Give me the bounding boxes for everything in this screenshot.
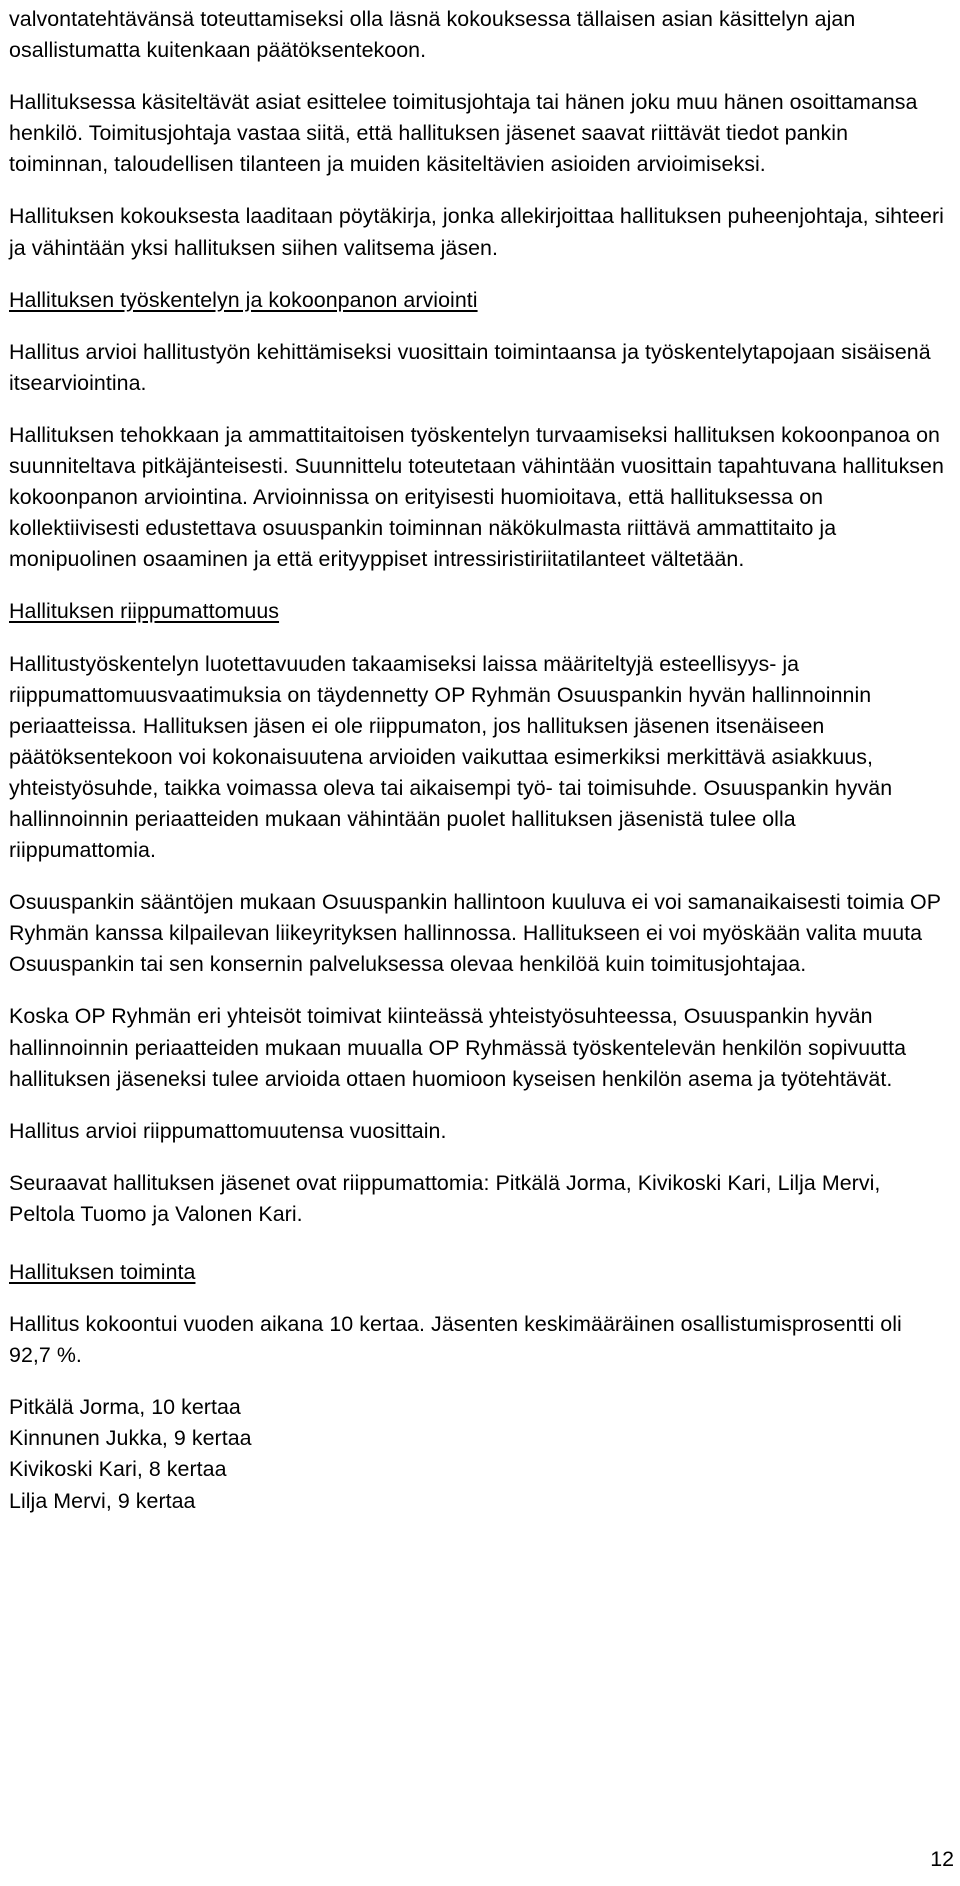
- paragraph-statutes: Osuuspankin sääntöjen mukaan Osuuspankin hallintoon kuuluva ei voi samanaikaisesti toimia OP Ryhmän kanssa kilpailevan liikeyrityksen hallinnossa. Hallitukseen ei voi myöskään valita muuta Osuuspankin tai sen konsernin palveluksessa olevaa henkilöä kuin toimitusjohtajaa.: [9, 890, 941, 977]
- paragraph-independent-members: Seuraavat hallituksen jäsenet ovat riippumattomia: Pitkälä Jorma, Kivikoski Kari, Lilja Mervi, Peltola Tuomo ja Valonen Kari.: [9, 1170, 881, 1226]
- attendance-item: Kivikoski Kari, 8 kertaa: [9, 1457, 227, 1482]
- paragraph-independence-requirements: Hallitustyöskentelyn luotettavuuden takaamiseksi laissa määriteltyjä esteellisyys- ja riippumattomuusvaatimuksia on täydennetty OP Ryhmän Osuuspankin hyvän hallinnoinnin periaatteissa. Hallituksen jäsen ei ole riippumaton, jos hallituksen jäsenen itsenäiseen päätöksentekoon voi kokonaisuutena arvioiden vaikuttaa esimerkiksi merkittävä asiakkuus, yhteistyösuhde, taikka voimassa oleva tai aikaisempi työ- tai toimisuhde. Osuuspankin hyvän hallinnoinnin periaatteiden mukaan vähintään puolet hallituksen jäsenistä tulee olla riippumattomia.: [9, 651, 893, 863]
- paragraph-meetings: Hallitus kokoontui vuoden aikana 10 kertaa. Jäsenten keskimääräinen osallistumisprosentti oli 92,7 %.: [9, 1312, 902, 1368]
- paragraph-group-cooperation: Koska OP Ryhmän eri yhteisöt toimivat kiinteässä yhteistyösuhteessa, Osuuspankin hyvän hallinnoinnin periaatteiden mukaan muualla OP Ryhmässä työskentelevän henkilön sopivuutta hallituksen jäseneksi tulee arvioida ottaen huomioon kyseisen henkilön asema ja työtehtävät.: [9, 1004, 907, 1091]
- attendance-item: Kinnunen Jukka, 9 kertaa: [9, 1426, 252, 1451]
- paragraph-supervision: valvontatehtävänsä toteuttamiseksi olla läsnä kokouksessa tällaisen asian käsittelyn ajan osallistumatta kuitenkaan päätöksentekoon.: [9, 7, 856, 63]
- heading-independence: Hallituksen riippumattomuus: [9, 599, 280, 624]
- heading-evaluation: Hallituksen työskentelyn ja kokoonpanon arviointi: [9, 287, 478, 312]
- paragraph-annual-assessment: Hallitus arvioi riippumattomuutensa vuosittain.: [9, 1118, 447, 1143]
- paragraph-self-assessment: Hallitus arvioi hallitustyön kehittämiseksi vuosittain toimintaansa ja työskentelytapojaan sisäisenä itsearviointina.: [9, 339, 931, 395]
- paragraph-presentation: Hallituksessa käsiteltävät asiat esittelee toimitusjohtaja tai hänen joku muu hänen osoittamansa henkilö. Toimitusjohtaja vastaa siitä, että hallituksen jäsenet saavat riittävät tiedot pankin toiminnan, taloudellisen tilanteen ja muiden käsiteltävien asioiden arvioimiseksi.: [9, 90, 918, 177]
- document-body: [9, 4, 947, 1517]
- attendance-list: [9, 1392, 947, 1516]
- heading-operations: Hallituksen toiminta: [9, 1260, 196, 1284]
- page-number: 12: [930, 1847, 954, 1871]
- attendance-item: Lilja Mervi, 9 kertaa: [9, 1488, 196, 1513]
- attendance-item: Pitkälä Jorma, 10 kertaa: [9, 1395, 241, 1420]
- paragraph-minutes: Hallituksen kokouksesta laaditaan pöytäkirja, jonka allekirjoittaa hallituksen puheenjohtaja, sihteeri ja vähintään yksi hallituksen siihen valitsema jäsen.: [9, 204, 944, 260]
- paragraph-composition-planning: Hallituksen tehokkaan ja ammattitaitoisen työskentelyn turvaamiseksi hallituksen kokoonpanoa on suunniteltava pitkäjänteisesti. Suunnittelu toteutetaan vähintään vuosittain tapahtuvana hallituksen kokoonpanon arviointina. Arvioinnissa on erityisesti huomioitava, että hallituksessa on kollektiivisesti edustettava osuuspankin toiminnan näkökulmasta riittävä ammattitaito ja monipuolinen osaaminen ja että erityyppiset intressiristiriitatilanteet vältetään.: [9, 422, 944, 572]
